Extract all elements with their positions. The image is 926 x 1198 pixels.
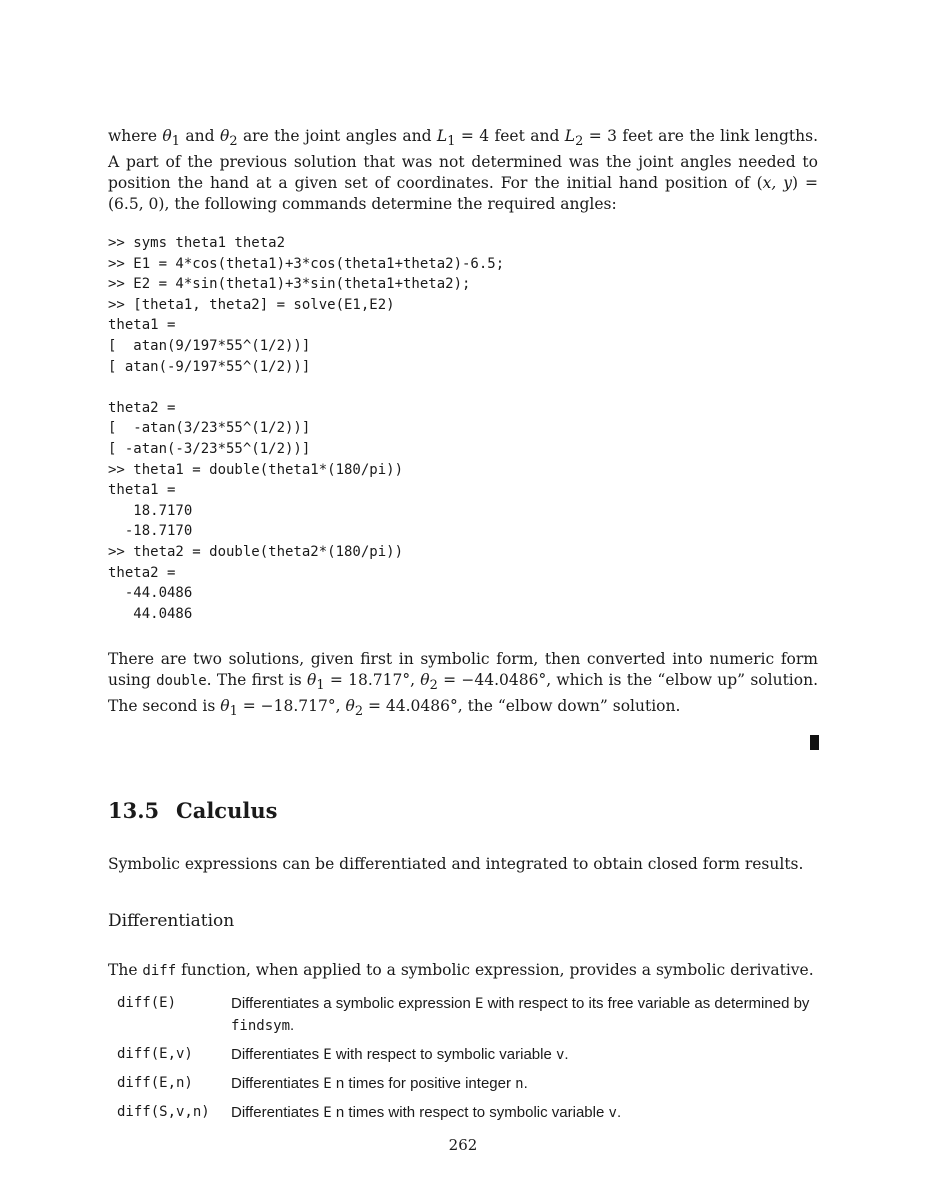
section-number: 13.5 — [108, 798, 160, 823]
table-row — [117, 1102, 817, 1131]
code-line: >> theta1 = double(theta1*(180/pi)) — [108, 461, 404, 478]
description-cell: Differentiates E n times with respect to symbolic variable v. — [231, 1104, 622, 1121]
end-of-example-marker — [810, 735, 819, 750]
code-line: theta2 = — [108, 399, 176, 416]
code-line: >> E1 = 4*cos(theta1)+3*cos(theta1+theta2)-6.5; — [108, 255, 505, 272]
code-line: >> theta2 = double(theta2*(180/pi)) — [108, 543, 404, 560]
code-line: >> E2 = 4*sin(theta1)+3*sin(theta1+theta2); — [108, 276, 471, 293]
code-line: [ -atan(-3/23*55^(1/2))] — [108, 440, 311, 457]
code-line: 44.0486 — [108, 605, 193, 622]
intro-paragraph: where $\theta_1$ and $\theta_2$ are the joint angles and $L_1 = 4$ feet and $L_2 = 3$ feet are the link lengths. A part of the previous solution that was not determined was the joint angles needed to position the hand at a given set of coordinates. For the initial hand position of (x, y) = (6.5, 0), the following commands determine the required angles: — [108, 127, 818, 214]
description-cell: Differentiates a symbolic expression E with respect to its free variable as determined by findsym. — [231, 995, 810, 1034]
description-cell: Differentiates E n times for positive integer n. — [231, 1075, 528, 1092]
command-cell: diff(E) — [117, 995, 177, 1011]
code-line: theta2 = — [108, 564, 176, 581]
solutions-paragraph: There are two solutions, given first in symbolic form, then converted into numeric form using double. The first is $\theta_1 = 18.717^\circ$, $\theta_2 = -44.0486^\circ$, which is the “elbow up” solution. The second is $\theta_1 = -18.717^\circ$, $\theta_2 = 44.0486^\circ$, the “elbow down” solution. — [108, 650, 818, 720]
command-cell: diff(S,v,n) — [117, 1104, 210, 1120]
code-line: 18.7170 — [108, 502, 193, 519]
code-line: [ atan(9/197*55^(1/2))] — [108, 337, 311, 354]
subsection-heading: Differentiation — [108, 911, 235, 931]
calculus-intro-paragraph: Symbolic expressions can be differentiated and integrated to obtain closed form results. — [108, 855, 804, 873]
diff-function-table — [117, 993, 817, 1131]
code-line — [108, 377, 504, 398]
code-line: >> [theta1, theta2] = solve(E1,E2) — [108, 296, 395, 313]
command-cell: diff(E,v) — [117, 1046, 193, 1062]
table-row — [117, 993, 817, 1044]
matlab-code-block — [108, 233, 504, 624]
description-cell: Differentiates E with respect to symbolic variable v. — [231, 1046, 569, 1063]
code-line: -44.0486 — [108, 585, 193, 602]
page-number: 262 — [448, 1136, 478, 1154]
table-row — [117, 1044, 817, 1073]
code-line: -18.7170 — [108, 523, 193, 540]
code-line: theta1 = — [108, 317, 176, 334]
table-row — [117, 1073, 817, 1102]
code-line: [ -atan(3/23*55^(1/2))] — [108, 420, 311, 437]
diff-intro-paragraph: The diff function, when applied to a symbolic expression, provides a symbolic derivative. — [108, 961, 814, 979]
section-title: Calculus — [176, 798, 278, 823]
code-line: [ atan(-9/197*55^(1/2))] — [108, 358, 311, 375]
code-line: >> syms theta1 theta2 — [108, 235, 286, 251]
command-cell: diff(E,n) — [117, 1075, 193, 1091]
section-heading — [108, 798, 277, 823]
code-line: theta1 = — [108, 482, 176, 499]
